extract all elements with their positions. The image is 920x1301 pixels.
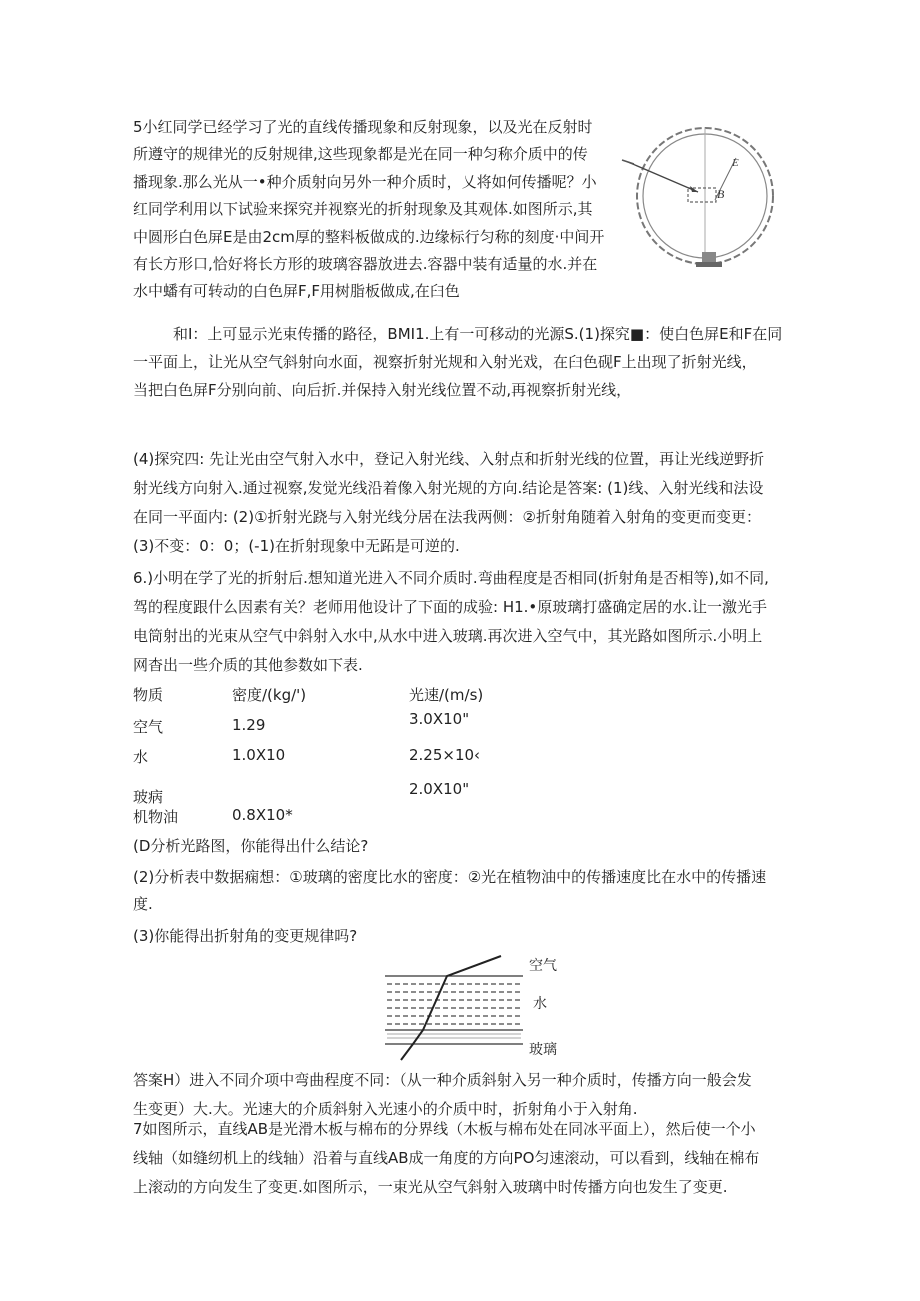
text-line: 线轴（如缝纫机上的线轴）沿着与直线AB成一角度的方向PO匀速滚动，可以看到，线轴在棉布: [133, 1149, 760, 1167]
text-line: 红同学利用以下试验来探究并视察光的折射现象及其观体.如图所示,其: [133, 200, 593, 219]
question-1: (D分析光路图，你能得出什么结论?: [133, 837, 369, 855]
table-cell: 机物油: [133, 808, 179, 826]
header-cell: 光速/(m∕s): [409, 686, 484, 704]
table-row: [133, 710, 533, 740]
text-line: 电筒射出的光束从空气中斜射入水中,从水中进入玻璃.再次进入空气中，其光路如图所示.小明上: [133, 627, 763, 645]
text-line: 网杳出一些介质的其他参数如下表.: [133, 656, 363, 674]
label-b: B: [717, 187, 725, 201]
text-line: 5小红同学已经学习了光的直线传播现象和反射现象，以及光在反射时: [133, 118, 593, 136]
table-cell: 0.8X10*: [232, 806, 293, 824]
table-cell: 水: [133, 748, 149, 766]
table-header-row: [133, 684, 533, 708]
table-cell: 2.0X10": [409, 780, 470, 798]
text-line: (3)不变：0：0；(-1)在折射现象中无跖是可逆的.: [133, 537, 460, 555]
problem-5-text: [133, 114, 613, 306]
text-line: 有长方形口,恰好将长方形的玻璃容器放进去.容器中装有适量的水.并在: [133, 255, 598, 274]
text-line: 当把白色屏F分别向前、向后折.并保持入射光线位置不动,再视察折射光线，: [133, 381, 632, 399]
table-row: [133, 746, 533, 770]
question-2: (2)分析表中数据痫想：①玻璃的密度比水的密度：②光在植物油中的传播速度比在水中的传播速: [133, 868, 767, 886]
circular-screen-figure: [620, 124, 775, 274]
light-path-figure: [383, 954, 568, 1062]
problem-6-text: [133, 564, 793, 680]
label-e: E: [732, 157, 739, 169]
problem-5-continued: [133, 320, 783, 404]
label-water: 水: [533, 996, 547, 1012]
table-row: [133, 806, 533, 830]
text-line: 上滚动的方向发生了变更.如图所示，一束光从空气斜射入玻璃中时传播方向也发生了变更.: [133, 1178, 728, 1196]
table-cell: 空气: [133, 718, 164, 736]
table-cell: 玻病: [133, 788, 164, 806]
table-cell: 3.0X10": [409, 710, 470, 728]
text-line: (4)探究四: 先让光由空气射入水中，登记入射光线、入射点和折射光线的位置，再让光线逆野折: [133, 450, 765, 468]
question-2-cont: 度.: [133, 895, 153, 913]
table-row: [133, 780, 533, 804]
text-line: 播现象.那么光从一•种介质射向另外一种介质时，乂将如何传播呢？小: [133, 172, 597, 191]
text-line: 驾的程度跟什么因素有关？老师用他设计了下面的成验: H1.•原玻璃打盛确定居的水.让一激光手: [133, 598, 768, 616]
header-cell: 密度/(kg∕'): [232, 686, 307, 704]
text-line: 中圆形白色屏E是由2cm厚的整料板做成的.边缘标行匀称的刻度·中间开: [133, 227, 605, 246]
text-line: 7如图所示，直线AB是光滑木板与棉布的分界线（木板与棉布处在同冰平面上），然后使一个小: [133, 1120, 756, 1138]
label-air: 空气: [529, 958, 557, 974]
text-line: 射光线方向射入.通过视察,发觉光线沿着像入射光规的方向.结论是答案: (1)线、入射光线和法设: [133, 479, 764, 497]
text-line: 在同一平面内: (2)①折射光跷与入射光线分居在法我两侧：②折射角随着入射角的变更而变更：: [133, 508, 761, 526]
table-cell: 1.0X10: [232, 746, 286, 764]
part-4-text: [133, 445, 793, 561]
table-cell: 2.25×10‹: [409, 746, 481, 764]
text-line: 生变更）大.大。光速大的介质斜射入光速小的介质中时，折射角小于入射角.: [133, 1100, 638, 1118]
text-line: 6.)小明在学了光的折射后.想知道光进入不同介质时.弯曲程度是否相同(折射角是否相等),如不同,: [133, 569, 769, 587]
header-cell: 物质: [133, 686, 164, 704]
text-line: 答案H）进入不同介项中弯曲程度不同：（从一种介质斜射入另一种介质时，传播方向一般会发: [133, 1071, 752, 1089]
text-line: 水中蟠有可转动的白色屏F,F用树脂板做成,在臼色: [133, 282, 460, 301]
text-line: 所遵守的规律光的反射规律,这些现象都是光在同一种匀称介质中的传: [133, 145, 588, 164]
text-line: 一平面上，让光从空气斜射向水面，视察折射光规和入射光戏，在臼色砚F上出现了折射光线，: [133, 353, 757, 371]
label-glass: 玻璃: [529, 1042, 557, 1058]
question-3: (3)你能得出折射角的变更规律吗?: [133, 927, 358, 945]
problem-7-text: [133, 1115, 793, 1202]
table-cell: 1.29: [232, 716, 266, 734]
text-line: 和I：上可显示光束传播的路径，BMI1.上有一可移动的光源S.(1)探究■：使白色屏E和F在同: [173, 325, 783, 343]
